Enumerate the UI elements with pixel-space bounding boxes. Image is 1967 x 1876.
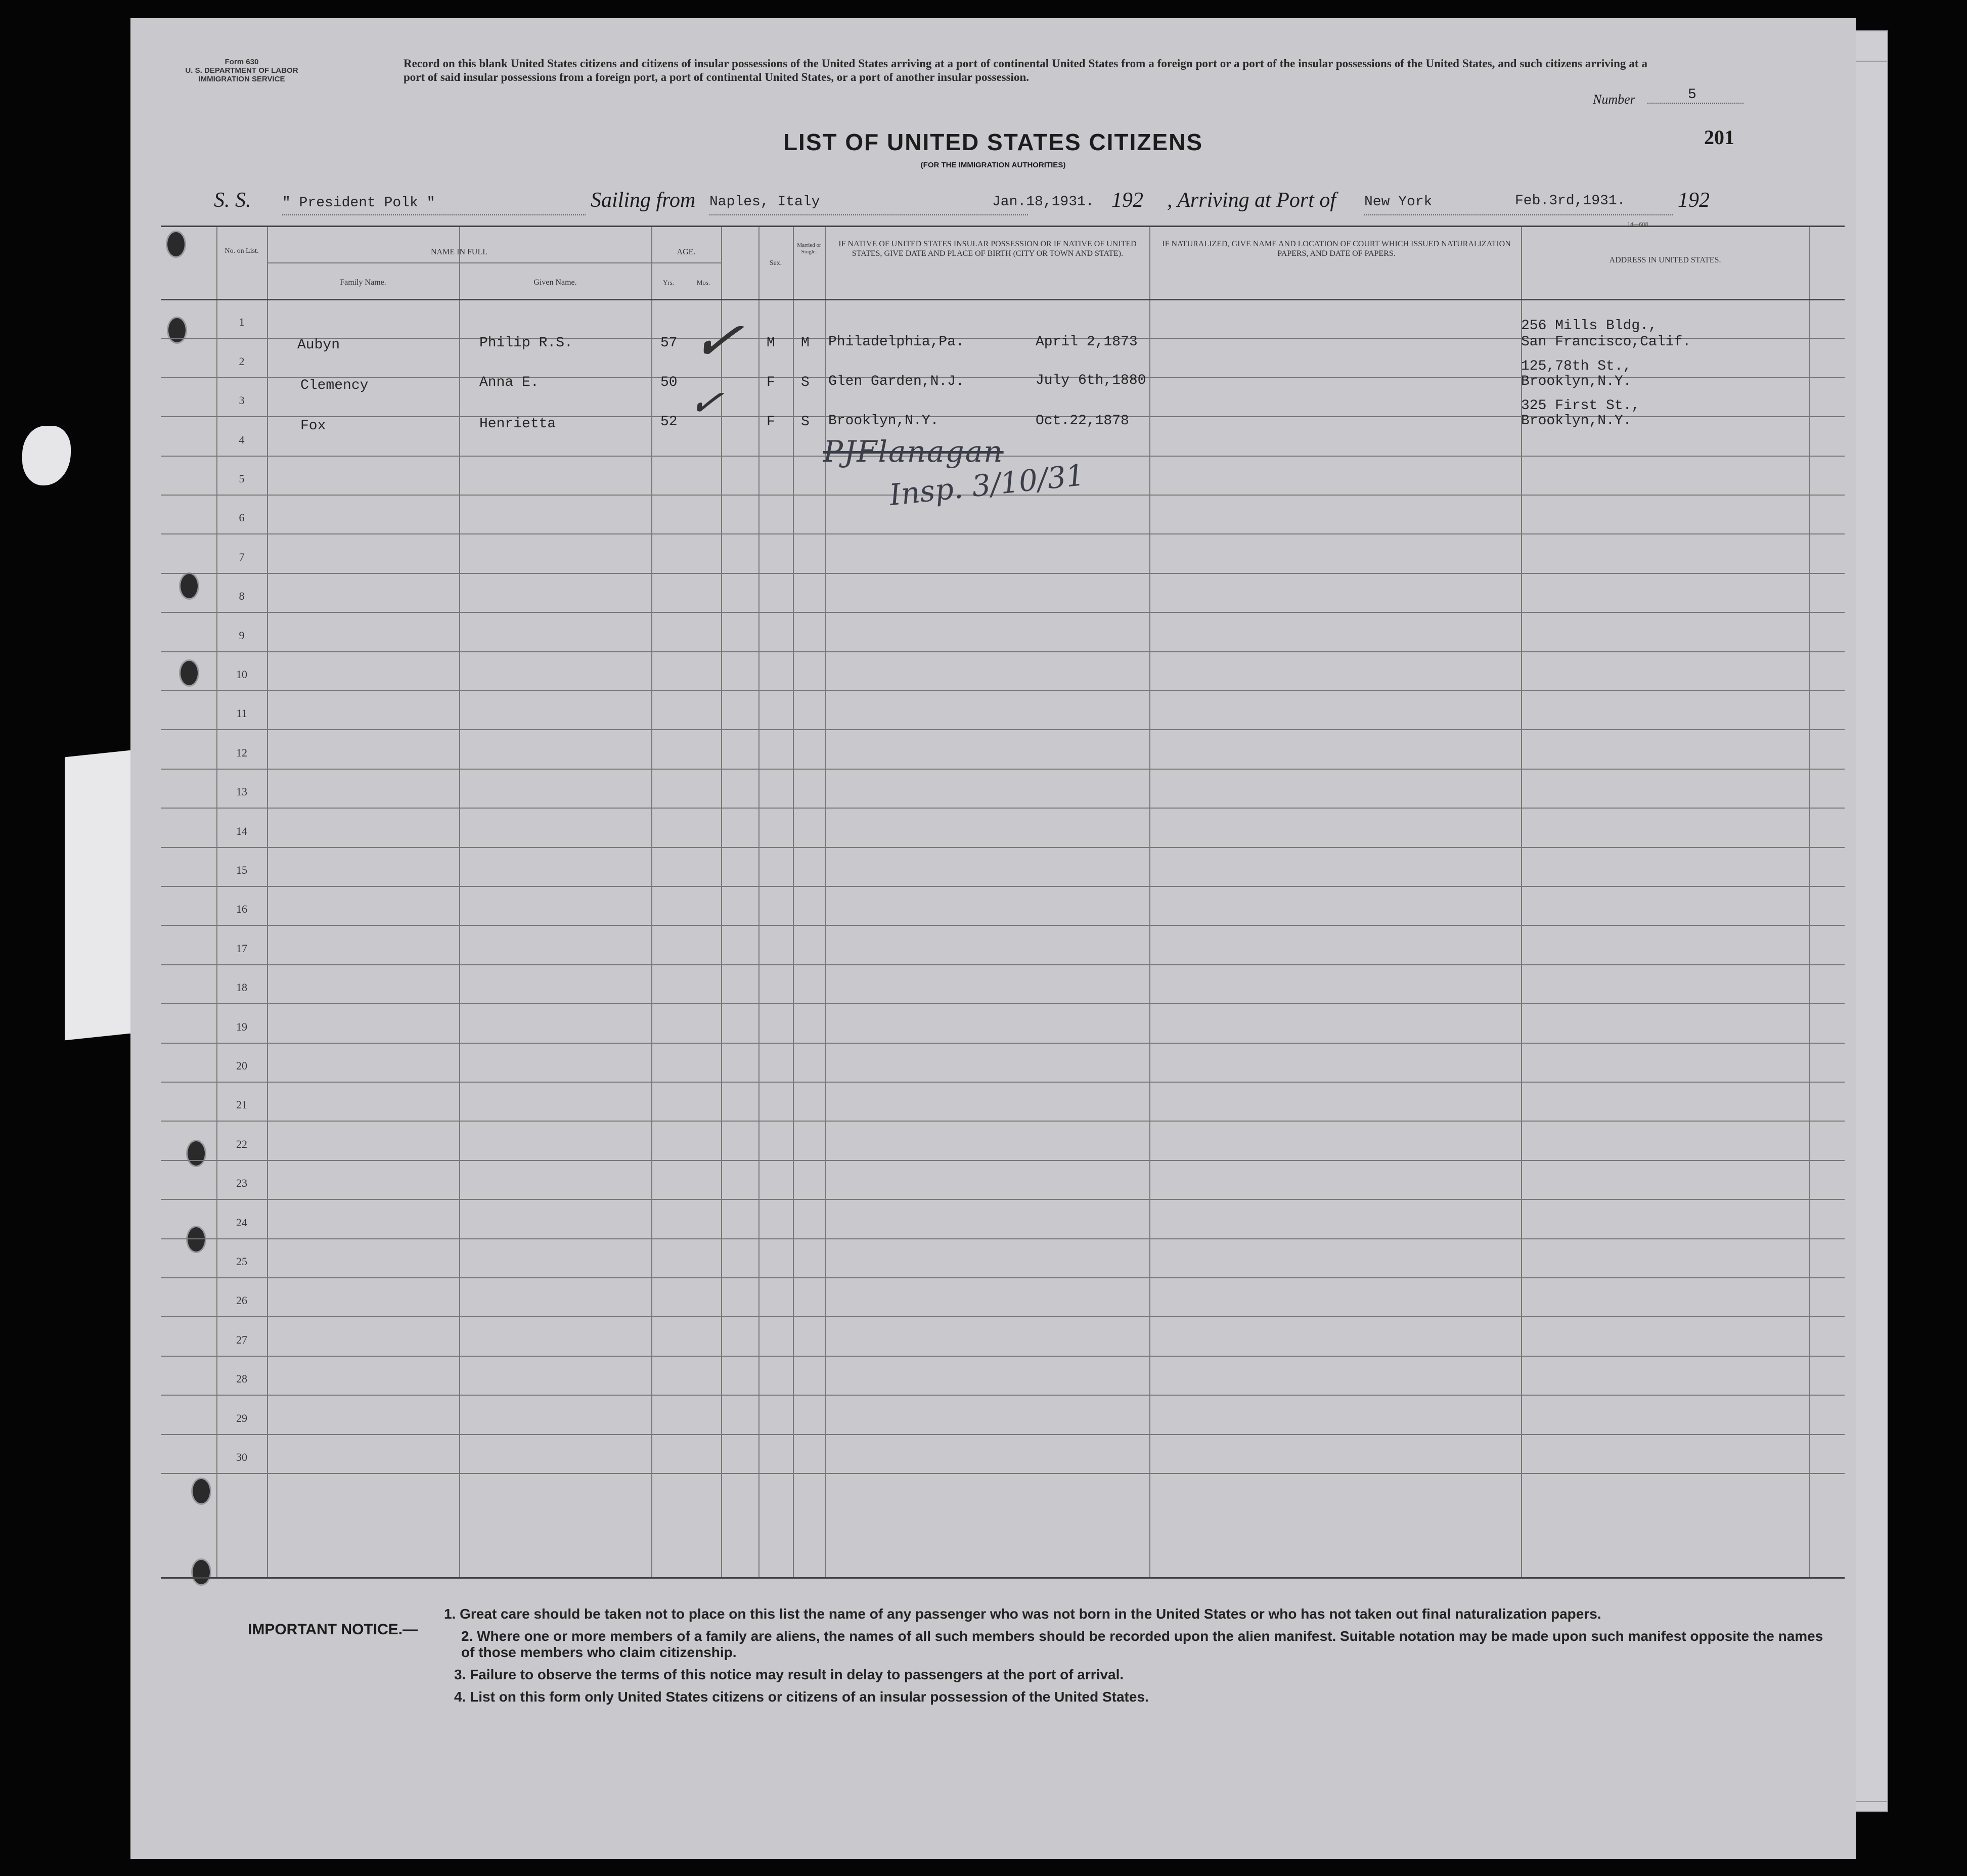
inspector-note: Insp. 3/10/31 (887, 457, 1087, 513)
row-number: 18 (236, 981, 247, 994)
birthdate-cell: Oct.22,1878 (1036, 413, 1129, 429)
header-no-on-list: No. on List. (225, 247, 259, 255)
row-line (161, 1160, 1845, 1161)
row-line (161, 1395, 1845, 1396)
passenger-table (161, 226, 1845, 1579)
birthdate-cell: July 6th,1880 (1036, 373, 1146, 388)
birthplace-cell: Brooklyn,N.Y. (828, 413, 939, 429)
married-cell: S (801, 375, 810, 390)
row-number: 29 (236, 1411, 247, 1424)
col-line (267, 227, 268, 1577)
col-line (1809, 227, 1810, 1577)
sailing-port: Naples, Italy (709, 194, 820, 210)
row-line (161, 1356, 1845, 1357)
age-yrs-cell: 52 (660, 414, 678, 430)
row-number: 13 (236, 785, 247, 798)
row-line (161, 1277, 1845, 1278)
address-line-1: 325 First St., (1521, 398, 1640, 414)
ss-label: S. S. (214, 189, 251, 212)
number-label: Number (1593, 92, 1635, 107)
birthplace-cell: Glen Garden,N.J. (828, 374, 964, 389)
sailing-year-suffix: 192 (1111, 189, 1143, 212)
row-line (161, 925, 1845, 926)
row-number: 23 (236, 1177, 247, 1190)
row-number: 22 (236, 1137, 247, 1150)
row-line (161, 847, 1845, 848)
address-line-2: Brooklyn,N.Y. (1521, 374, 1632, 389)
birthplace-cell: Philadelphia,Pa. (828, 334, 964, 350)
row-number: 5 (239, 472, 245, 485)
form-number: Form 630 (225, 58, 259, 66)
row-number: 17 (236, 942, 247, 955)
arrival-port-line (1364, 213, 1673, 215)
header-sex: Sex. (769, 259, 782, 267)
birthdate-cell: April 2,1873 (1036, 334, 1138, 350)
row-line (161, 1434, 1845, 1435)
notice-item: 2. Where one or more members of a family are aliens, the names of all such members should be recorded upon the alien manifest. Suitable notation may be made upon such manifest opposite the names of those members who claim citizenship. (461, 1628, 1823, 1660)
col-line (1521, 227, 1522, 1577)
ship-line (282, 213, 586, 215)
row-line (161, 1238, 1845, 1239)
row-number: 3 (239, 394, 245, 407)
inspector-signature: PJFlanagan (823, 434, 1004, 469)
row-line (161, 690, 1845, 691)
row-line (161, 533, 1845, 534)
row-number: 1 (239, 316, 245, 329)
checkmark-mark: ✓ (686, 376, 727, 428)
form-identifier (166, 58, 318, 83)
row-line (161, 573, 1845, 574)
col-line (459, 227, 460, 1577)
sex-cell: F (767, 414, 775, 430)
arrival-date: Feb.3rd,1931. (1515, 193, 1626, 209)
row-number: 4 (239, 433, 245, 446)
notice-title: IMPORTANT NOTICE.— (248, 1621, 418, 1638)
row-line (161, 964, 1845, 965)
row-line (161, 612, 1845, 613)
page-title: LIST OF UNITED STATES CITIZENS (783, 129, 1203, 155)
sailing-label: Sailing from (591, 189, 696, 212)
sailing-port-line (709, 213, 1028, 215)
row-number: 6 (239, 511, 245, 524)
address-line-1: 125,78th St., (1521, 359, 1632, 374)
row-number: 9 (239, 629, 245, 642)
row-line (161, 1121, 1845, 1122)
header-bottom-line (161, 299, 1845, 300)
address-line-2: Brooklyn,N.Y. (1521, 413, 1632, 429)
address-line-2: San Francisco,Calif. (1521, 334, 1691, 350)
arrival-year-suffix: 192 (1678, 189, 1710, 212)
sailing-date: Jan.18,1931. (992, 194, 1094, 210)
header-yrs: Yrs. (662, 279, 675, 286)
col-line (793, 227, 794, 1577)
row-number: 20 (236, 1059, 247, 1072)
col-line (825, 227, 826, 1577)
row-line (161, 886, 1845, 887)
sex-cell: M (767, 335, 775, 351)
given-name-cell: Philip R.S. (479, 335, 573, 351)
row-line (161, 1043, 1845, 1044)
col-line (651, 227, 652, 1577)
married-cell: S (801, 414, 810, 430)
row-number: 28 (236, 1372, 247, 1386)
row-number: 11 (236, 707, 247, 720)
paper-tear (22, 426, 71, 485)
header-naturalized: IF NATURALIZED, GIVE NAME AND LOCATION OF COURT WHICH ISSUED NATURALIZATION PAPERS, AND DATE OF PAPERS. (1162, 240, 1511, 258)
row-number: 24 (236, 1216, 247, 1229)
row-number: 8 (239, 590, 245, 603)
family-name-cell: Fox (300, 418, 326, 434)
number-value: 5 (1647, 87, 1744, 104)
header-mos: Mos. (696, 279, 710, 286)
service-name: IMMIGRATION SERVICE (198, 75, 285, 83)
folded-page-flap (65, 750, 136, 1041)
row-number: 14 (236, 824, 247, 837)
row-number: 26 (236, 1294, 247, 1307)
printer-mark: 14—608 (1627, 221, 1648, 228)
header-given-name: Given Name. (533, 278, 577, 287)
arriving-label: , Arriving at Port of (1167, 189, 1336, 212)
page-subtitle: (FOR THE IMMIGRATION AUTHORITIES) (920, 161, 1066, 169)
col-line (758, 227, 759, 1577)
row-number: 2 (239, 354, 245, 368)
sex-cell: F (767, 375, 775, 390)
record-instructions: Record on this blank United States citizens and citizens of insular possessions of the United States arriving at a port of continental United States from a foreign port or a port of the insular possessions of the United States, and such citizens arriving at a port of said insular possessions from a foreign port, a port of continental United States, or a port of another insular possession. (404, 57, 1647, 83)
ship-name: " President Polk " (282, 195, 435, 211)
row-number: 15 (236, 864, 247, 876)
address-line-1: 256 Mills Bldg., (1521, 318, 1657, 334)
notice-item: 3. Failure to observe the terms of this notice may result in delay to passengers at the port of arrival. (454, 1667, 1124, 1682)
row-line (161, 729, 1845, 730)
married-cell: M (801, 335, 810, 351)
row-line (161, 1473, 1845, 1474)
header-age: AGE. (677, 248, 696, 256)
age-yrs-cell: 50 (660, 375, 678, 390)
row-line (161, 808, 1845, 809)
department-name: U. S. DEPARTMENT OF LABOR (185, 66, 298, 75)
given-name-cell: Henrietta (479, 416, 556, 432)
checkmark-mark: ✓ (687, 302, 747, 379)
row-number: 10 (236, 668, 247, 681)
header-birth: IF NATIVE OF UNITED STATES INSULAR POSSESSION OR IF NATIVE OF UNITED STATES, GIVE DATE AND PLACE OF BIRTH (CITY OR TOWN AND STATE). (838, 240, 1137, 258)
family-name-cell: Aubyn (297, 337, 340, 353)
row-number: 21 (236, 1098, 247, 1111)
row-number: 7 (239, 550, 245, 563)
header-married: Married or Single. (797, 242, 821, 255)
arrival-port: New York (1364, 194, 1433, 210)
header-name-in-full: NAME IN FULL (431, 248, 487, 256)
given-name-cell: Anna E. (479, 375, 539, 390)
header-address: ADDRESS IN UNITED STATES. (1609, 256, 1721, 264)
row-number: 19 (236, 1020, 247, 1033)
header-subline (651, 262, 721, 263)
header-subline (267, 262, 651, 263)
row-number: 12 (236, 746, 247, 759)
col-line (1149, 227, 1150, 1577)
age-yrs-cell: 57 (660, 335, 678, 351)
notice-item: 1. Great care should be taken not to place on this list the name of any passenger who was not born in the United States or who has not taken out final naturalization papers. (444, 1606, 1601, 1622)
col-line (721, 227, 722, 1577)
row-number: 30 (236, 1451, 247, 1463)
row-line (161, 1003, 1845, 1004)
row-line (161, 769, 1845, 770)
row-line (161, 1316, 1845, 1317)
notice-item: 4. List on this form only United States citizens or citizens of an insular possession of the United States. (454, 1689, 1149, 1705)
header-family-name: Family Name. (340, 278, 386, 287)
row-line (161, 651, 1845, 652)
row-line (161, 1082, 1845, 1083)
row-number: 16 (236, 903, 247, 916)
page-number: 201 (1704, 126, 1734, 149)
row-number: 27 (236, 1333, 247, 1346)
family-name-cell: Clemency (300, 378, 369, 393)
manifest-page (130, 18, 1856, 1859)
row-line (161, 1199, 1845, 1200)
row-number: 25 (236, 1255, 247, 1268)
